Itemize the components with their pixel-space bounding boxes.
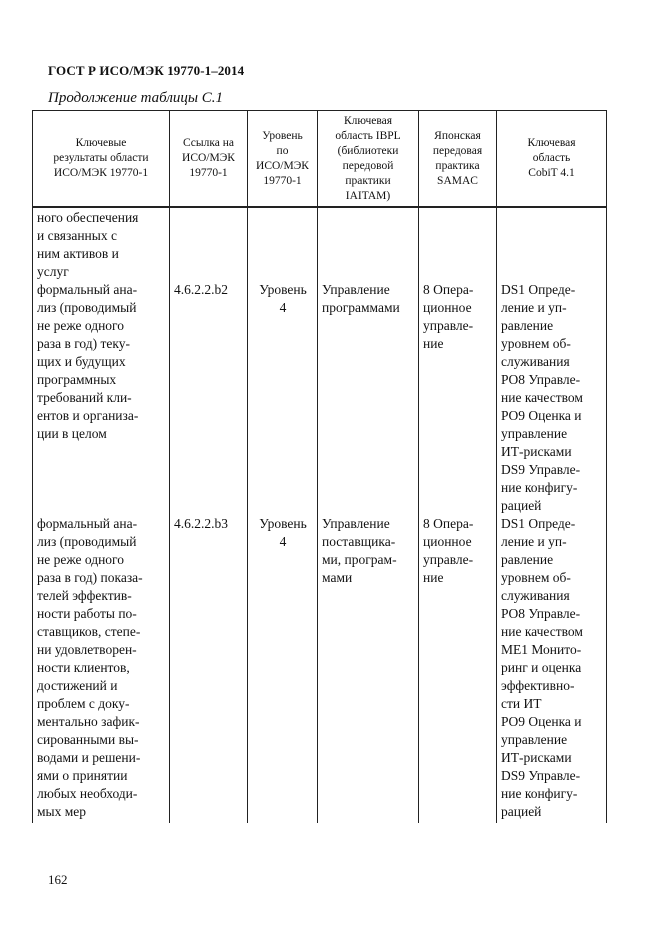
cell-reference: 4.6.2.2.b3 bbox=[170, 515, 248, 823]
cell-reference: 4.6.2.2.b2 bbox=[170, 281, 248, 515]
cell-empty bbox=[419, 207, 497, 281]
cell-ibpl: Управление поставщика- ми, програм- мами bbox=[318, 515, 419, 823]
table-row bbox=[33, 281, 607, 515]
header-key-results: Ключевые результаты области ИСО/МЭК 19770-1 bbox=[33, 111, 170, 208]
cell-ibpl: Управление программами bbox=[318, 281, 419, 515]
cell-level: Уровень 4 bbox=[248, 515, 318, 823]
table-header bbox=[33, 111, 607, 208]
cell-result: формальный ана- лиз (проводимый не реже одного раза в год) показа- телей эффектив- ности работы по- ставщиков, степе- ни удовлетворен- ности клиентов, достижений и проблем с доку- ментально зафик- сированными вы- водами и решени- ями о принятии любых необходи- мых мер bbox=[33, 515, 170, 823]
document-header: ГОСТ Р ИСО/МЭК 19770-1–2014 bbox=[48, 63, 245, 78]
table-continuation-label: Продолжение таблицы С.1 bbox=[48, 90, 224, 106]
header-level: Уровень по ИСО/МЭК 19770-1 bbox=[248, 111, 318, 208]
cell-empty bbox=[318, 207, 419, 281]
cell-samac: 8 Опера- ционное управле- ние bbox=[419, 281, 497, 515]
header-samac-practice: Японская передовая практика SAMAC bbox=[419, 111, 497, 208]
cell-level: Уровень 4 bbox=[248, 281, 318, 515]
cell-cobit: DS1 Опреде- ление и уп- равление уровнем об- служивания PO8 Управле- ние качеством PO9 Оценка и управление ИТ-рисками DS9 Управле- ние конфигу- рацией bbox=[497, 281, 607, 515]
cell-empty bbox=[248, 207, 318, 281]
cell-continuation-text: ного обеспечения и связанных с ним активов и услуг bbox=[33, 207, 170, 281]
mapping-table bbox=[32, 110, 607, 823]
cell-empty bbox=[497, 207, 607, 281]
table-row-continuation bbox=[33, 207, 607, 281]
cell-samac: 8 Опера- ционное управле- ние bbox=[419, 515, 497, 823]
page-number: 162 bbox=[48, 872, 68, 887]
header-cobit-area: Ключевая область CobiT 4.1 bbox=[497, 111, 607, 208]
cell-result: формальный ана- лиз (проводимый не реже одного раза в год) теку- щих и будущих программных требований кли- ентов и организа- ции в целом bbox=[33, 281, 170, 515]
table-row bbox=[33, 515, 607, 823]
cell-cobit: DS1 Опреде- ление и уп- равление уровнем об- служивания PO8 Управле- ние качеством ME1 Монито- ринг и оценка эффективно- сти ИТ PO9 Оценка и управление ИТ-рисками DS9 Управле- ние конфигу- рацией bbox=[497, 515, 607, 823]
header-ibpl-area: Ключевая область IBPL (библиотеки передовой практики IAITAM) bbox=[318, 111, 419, 208]
cell-empty bbox=[170, 207, 248, 281]
header-reference: Ссылка на ИСО/МЭК 19770-1 bbox=[170, 111, 248, 208]
